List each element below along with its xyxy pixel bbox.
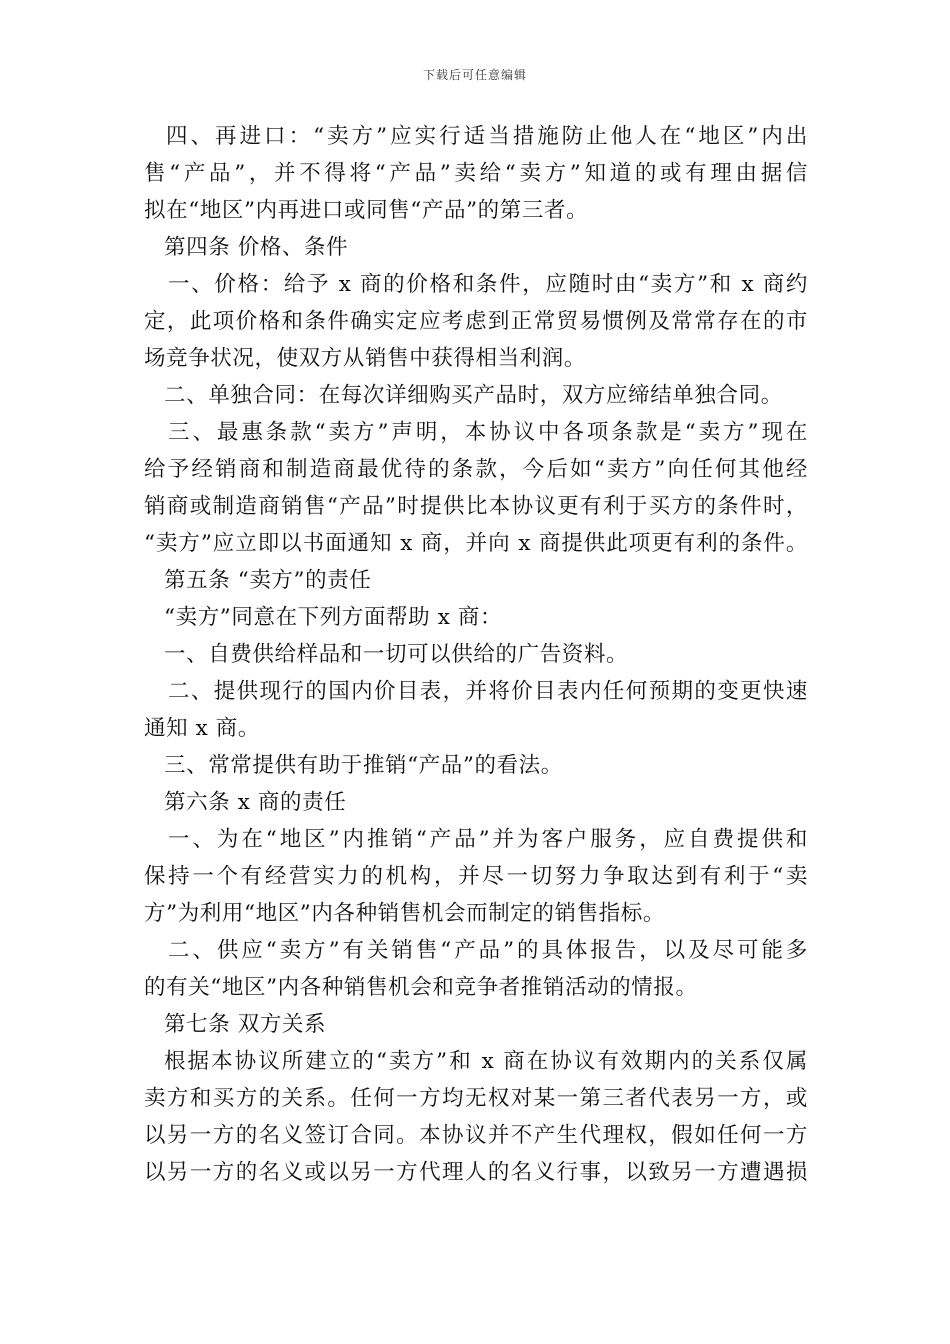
paragraph-line: 保持一个有经营实力的机构，并尽一切努力争取达到有利于“卖	[144, 864, 808, 889]
paragraph-line: 二、供应“卖方”有关销售“产品”的具体报告，以及尽可能多	[168, 938, 808, 963]
paragraph-line: 销商或制造商销售“产品”时提供比本协议更有利于买方的条件时，	[144, 494, 808, 519]
paragraph-line: 一、价格：给予 x 商的价格和条件，应随时由“卖方”和 x 商约	[168, 272, 808, 297]
paragraph-line: 一、自费供给样品和一切可以供给的广告资料。	[164, 642, 629, 667]
paragraph-line: 方”为利用“地区”内各种销售机会而制定的销售指标。	[144, 901, 665, 926]
paragraph-line: 二、提供现行的国内价目表，并将价目表内任何预期的变更快速	[168, 679, 808, 704]
paragraph-line: 三、最惠条款“卖方”声明，本协议中各项条款是“卖方”现在	[168, 420, 808, 445]
paragraph-line: 四、再进口：“卖方”应实行适当措施防止他人在“地区”内出	[166, 124, 808, 149]
paragraph-line: 售“产品”，并不得将“产品”卖给“卖方”知道的或有理由据信	[144, 161, 808, 186]
section-heading: 第五条 “卖方”的责任	[164, 568, 372, 593]
paragraph-line: 通知 x 商。	[144, 716, 260, 741]
paragraph-line: 定，此项价格和条件确实定应考虑到正常贸易惯例及常常存在的市	[144, 309, 808, 334]
paragraph-line: 卖方和买方的关系。任何一方均无权对某一第三者代表另一方，或	[144, 1086, 808, 1111]
paragraph-line: 根据本协议所建立的“卖方”和 x 商在协议有效期内的关系仅属	[164, 1049, 808, 1074]
page-header: 下载后可任意编辑	[422, 68, 527, 82]
paragraph-line: 三、常常提供有助于推销“产品”的看法。	[164, 753, 563, 778]
paragraph-line: 一、为在“地区”内推销“产品”并为客户服务，应自费提供和	[168, 827, 808, 852]
paragraph-line: 场竞争状况，使双方从销售中获得相当利润。	[144, 346, 587, 371]
paragraph-line: “卖方”应立即以书面通知 x 商，并向 x 商提供此项更有利的条件。	[144, 531, 808, 556]
section-heading: 第六条 x 商的责任	[164, 790, 347, 815]
paragraph-line: 以另一方的名义或以另一方代理人的名义行事，以致另一方遭遇损	[144, 1160, 808, 1185]
paragraph-line: 的有关“地区”内各种销售机会和竞争者推销活动的情报。	[144, 975, 698, 1000]
section-heading: 第七条 双方关系	[164, 1012, 327, 1037]
document-body	[144, 118, 808, 1191]
section-heading: 第四条 价格、条件	[164, 235, 349, 260]
paragraph-line: 拟在“地区”内再进口或同售“产品”的第三者。	[144, 198, 589, 223]
paragraph-line: 二、单独合同：在每次详细购买产品时，双方应缔结单独合同。	[164, 383, 783, 408]
paragraph-line: 以另一方的名义签订合同。本协议并不产生代理权，假如任何一方	[144, 1123, 808, 1148]
paragraph-line: “卖方”同意在下列方面帮助 x 商：	[164, 605, 503, 630]
paragraph-line: 给予经销商和制造商最优待的条款，今后如“卖方”向任何其他经	[144, 457, 808, 482]
